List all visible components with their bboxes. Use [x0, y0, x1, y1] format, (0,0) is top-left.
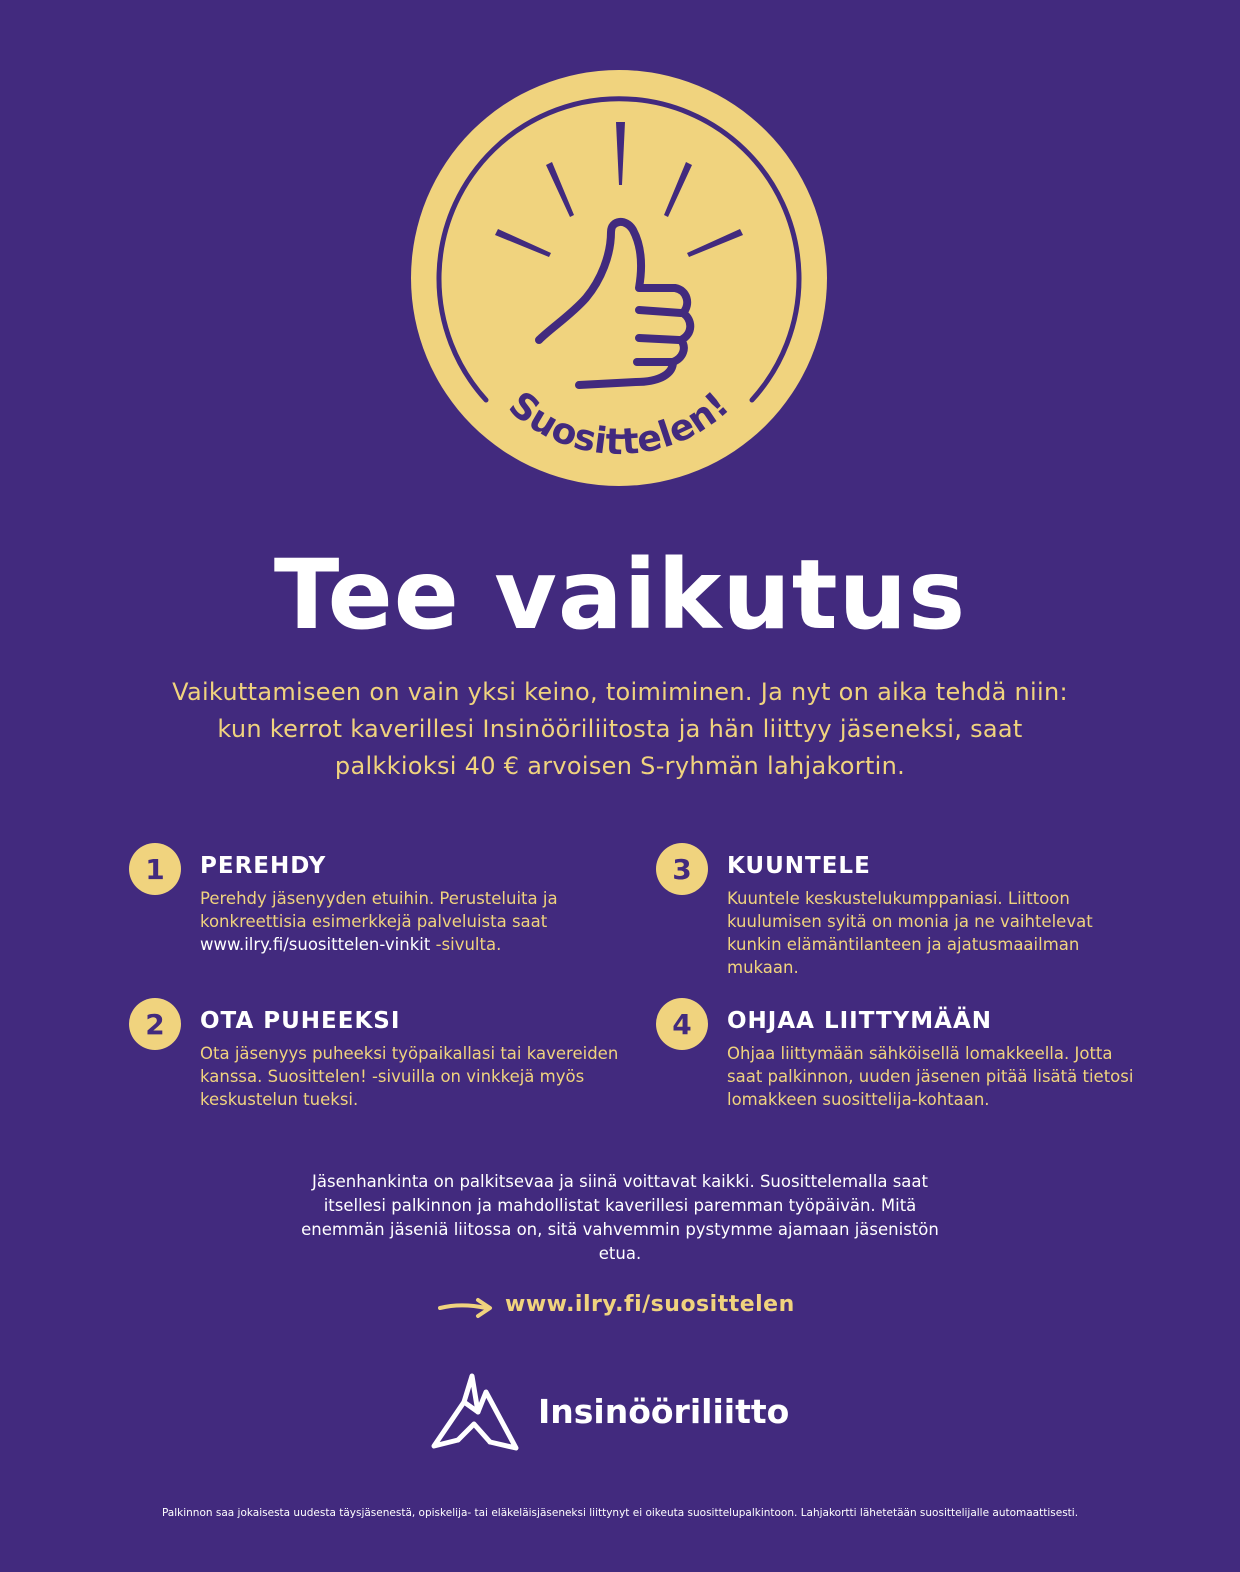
arrow-right-icon	[438, 1296, 494, 1320]
url-row	[0, 1290, 1240, 1326]
step-body: Ohjaa liittymään sähköisellä lomakkeella. Jotta saat palkinnon, uuden jäsenen pitää lisätä tietosi lomakkeen suosittelija-kohtaan.	[727, 1044, 1134, 1109]
step-body-suffix: -sivulta.	[430, 935, 502, 954]
step-title: OHJAA LIITTYMÄÄN	[727, 1008, 993, 1034]
suosittelen-badge	[411, 70, 827, 486]
step-number-badge: 2	[129, 998, 181, 1050]
page-title: Tee vaikutus	[273, 539, 967, 651]
step-body-text: Perehdy jäsenyyden etuihin. Perusteluita ja konkreettisia esimerkkejä palveluista saat	[200, 889, 558, 931]
insinooriliitto-logo	[428, 1372, 808, 1456]
step-body: Kuuntele keskustelukumppaniasi. Liittoon kuulumisen syitä on monia ja ne vaihtelevat kunkin elämäntilanteen ja ajatusmaailman mukaan.	[727, 889, 1093, 977]
step-title: OTA PUHEEKSI	[200, 1008, 401, 1034]
step-number-badge: 4	[656, 998, 708, 1050]
footer-disclaimer: Palkinnon saa jokaisesta uudesta täysjäsenestä, opiskelija- tai eläkeläisjäseneksi liittynyt ei oikeuta suosittelupalkintoon. Lahjakortti lähetetään suosittelijalle automaattisesti.	[161, 1507, 1079, 1519]
insinooriliitto-logo-icon	[428, 1372, 522, 1456]
intro-text: Vaikuttamiseen on vain yksi keino, toimiminen. Ja nyt on aika tehdä niin: kun kerrot kaverillesi Insinööriliitosta ja hän liittyy jäseneksi, saat palkkioksi 40 € arvoisen S-ryhmän lahjakortin.	[172, 678, 1068, 780]
step-body: Ota jäsenyys puheeksi työpaikallasi tai kavereiden kanssa. Suosittelen! -sivuilla on vinkkejä myös keskustelun tueksi.	[200, 1044, 619, 1109]
badge-graphic	[411, 70, 827, 486]
step-body	[200, 887, 620, 956]
vinkit-link[interactable]: www.ilry.fi/suosittelen-vinkit	[200, 935, 431, 954]
step-title: KUUNTELE	[727, 853, 871, 879]
badge-label: Suosittelen!	[500, 384, 738, 464]
step-number-badge: 1	[129, 843, 181, 895]
closing-text: Jäsenhankinta on palkitsevaa ja siinä voittavat kaikki. Suosittelemalla saat itsellesi palkinnon ja mahdollistat kaverillesi paremman työpäivän. Mitä enemmän jäseniä liitossa on, sitä vahvemmin pystymme ajamaan jäsenistön etua.	[301, 1172, 939, 1263]
step-number-badge: 3	[656, 843, 708, 895]
logo-wordmark: Insinööriliitto	[538, 1392, 790, 1431]
suosittelen-link[interactable]: www.ilry.fi/suosittelen	[505, 1292, 795, 1317]
step-title: PEREHDY	[200, 853, 327, 879]
